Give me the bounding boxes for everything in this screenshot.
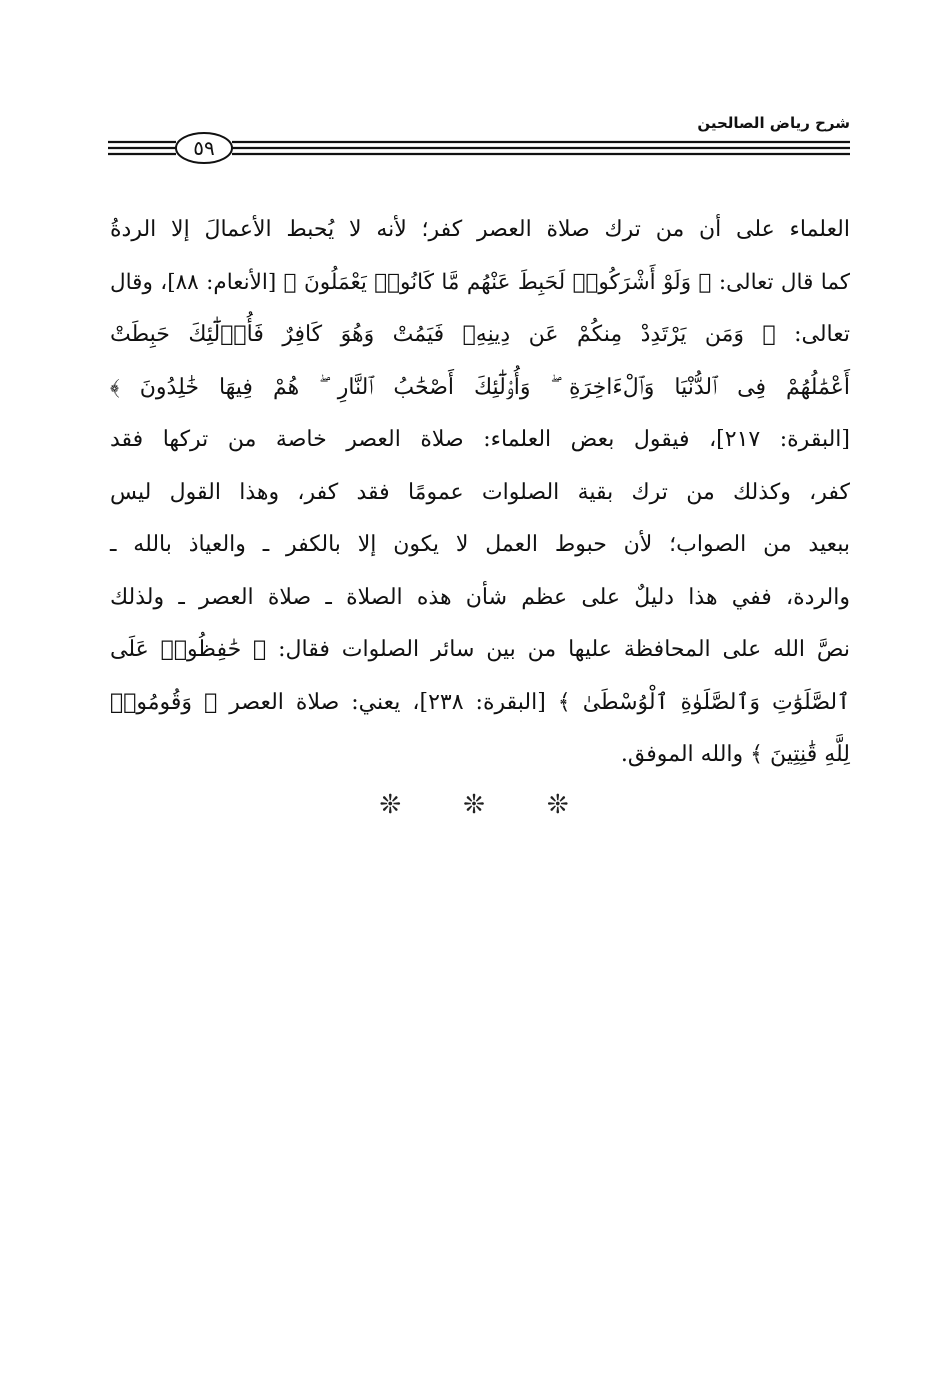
text-line: تعالى: ﴿ وَمَن يَرْتَدِدْ مِنكُمْ عَن دِينِهِۦ فَيَمُتْ وَهُوَ كَافِرٌ فَأُو۟لَٰٓئِكَ حَبِطَتْ — [110, 322, 850, 347]
text-line: نصَّ الله على المحافظة عليها من بين سائر الصلوات فقال: ﴿ حَٰفِظُوا۟ عَلَى — [110, 637, 850, 662]
page-number: ٥٩ — [193, 136, 215, 160]
text-line: العلماء على أن من ترك صلاة العصر كفر؛ لأنه لا يُحبط الأعمالَ إلا الردةُ — [110, 217, 851, 242]
text-line: كما قال تعالى: ﴿ وَلَوْ أَشْرَكُوا۟ لَحَبِطَ عَنْهُم مَّا كَانُوا۟ يَعْمَلُونَ ﴾ [الأنعام: ٨٨]، وقال — [110, 269, 851, 295]
body-text — [110, 204, 850, 782]
page-header — [108, 112, 850, 172]
text-line: ببعيد من الصواب؛ لأن حبوط العمل لا يكون إلا بالكفر ـ والعياذ بالله ـ — [110, 532, 850, 557]
text-line: أَعْمَٰلُهُمْ فِى ٱلدُّنْيَا وَٱلْءَاخِرَةِ ۖ وَأُو۟لَٰٓئِكَ أَصْحَٰبُ ٱلنَّارِ ۖ هُمْ فِيهَا خَٰلِدُونَ ﴾ — [110, 374, 850, 400]
text-line: كفر، وكذلك من ترك بقية الصلوات عمومًا فقد كفر، وهذا القول ليس — [110, 479, 850, 505]
running-title: شرح رياض الصالحين — [697, 114, 850, 132]
section-separator: ❊❊❊ — [379, 790, 631, 820]
text-line: [البقرة: ٢١٧]، فيقول بعض العلماء: صلاة العصر خاصة من تركها فقد — [110, 427, 850, 452]
text-line: والردة، ففي هذا دليلٌ على عظم شأن هذه الصلاة ـ صلاة العصر ـ ولذلك — [110, 584, 850, 610]
text-line: ٱلصَّلَوَٰتِ وَٱلصَّلَوٰةِ ٱلْوُسْطَىٰ ﴾ [البقرة: ٢٣٨]، يعني: صلاة العصر ﴿ وَقُومُوا۟ — [110, 689, 850, 715]
text-line: لِلَّهِ قَٰنِتِينَ ﴾ والله الموفق. — [620, 742, 850, 767]
